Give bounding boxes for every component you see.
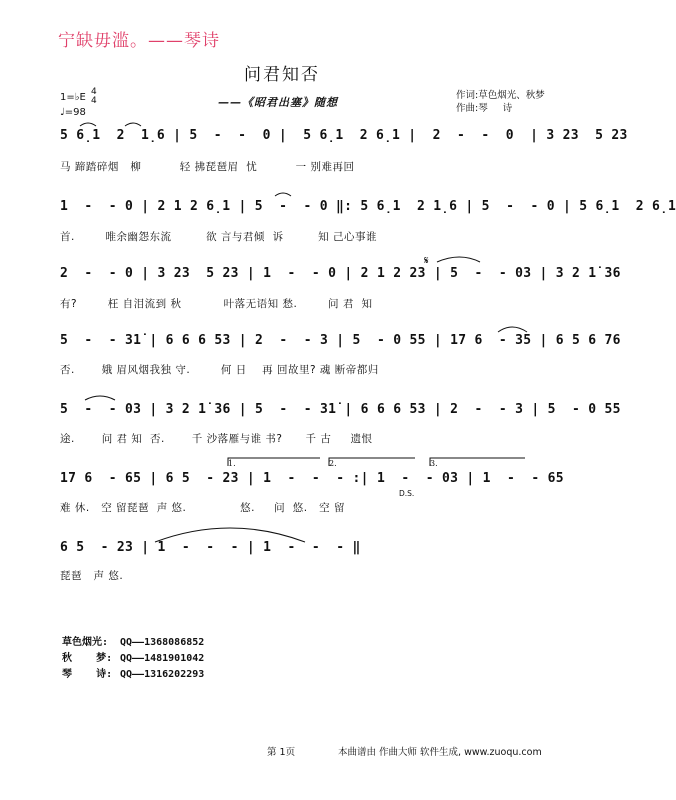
volta-bracket-3 bbox=[430, 458, 525, 466]
slur bbox=[125, 123, 141, 126]
volta-label-2: 2. bbox=[329, 459, 337, 468]
system-1-lyrics: 马 蹄踏碎烟 柳 轻 拂琵琶眉 忧 一 别难再回 bbox=[60, 161, 355, 173]
system-6-lyrics: 难 休. 空 留琵琶 声 悠. 悠. 问 悠. 空 留 bbox=[60, 502, 345, 514]
contact-qq: QQ——1368086852 bbox=[120, 637, 205, 648]
slur bbox=[80, 123, 96, 126]
contact-row bbox=[62, 667, 204, 683]
contact-row bbox=[62, 651, 204, 667]
motto-text: 宁缺毋滥。——琴诗 bbox=[58, 31, 220, 51]
segno-sign: 𝄋 bbox=[424, 254, 429, 267]
system-3-lyrics: 有? 枉 自泪流到 秋 叶落无语知 愁. 问 君 知 bbox=[60, 298, 373, 310]
tempo-mark: ♩=98 bbox=[60, 107, 86, 118]
slur bbox=[437, 257, 480, 262]
contact-row bbox=[62, 635, 204, 651]
software-credit: 本曲谱由 作曲大师 软件生成, www.zuoqu.com bbox=[338, 747, 542, 758]
song-title: 问君知否 bbox=[244, 65, 320, 85]
system-4-lyrics: 否. 娥 眉风烟我独 守. 何 日 再 回故里? 魂 断帝都归 bbox=[60, 364, 379, 376]
key-signature: 1=♭E bbox=[60, 92, 86, 103]
time-signature-top: 4 bbox=[90, 87, 97, 97]
system-7-notes: 6 5 - 23 | 1 - - - | 1 - - - ‖ bbox=[60, 540, 361, 555]
slur bbox=[498, 327, 527, 332]
lyricist-credit: 作词:草色烟光、秋梦 bbox=[456, 90, 545, 101]
system-1-notes: 5 6̣1 2 1̣6 | 5 - - 0 | 5 6̣1 2 6̣1 | 2 - - 0 | 3 23 5 23 bbox=[60, 128, 628, 143]
composer-label: 作曲: bbox=[456, 103, 479, 114]
contact-name: 琴 诗: bbox=[62, 669, 113, 680]
system-5-notes: 5 - - 03 | 3 2 1̇ 36 | 5 - - 31̇ | 6 6 6 53 | 2 - - 3 | 5 - 0 55 bbox=[60, 402, 621, 417]
slur bbox=[275, 193, 291, 196]
page-number: 第 1页 bbox=[267, 747, 296, 758]
contact-qq: QQ——1316202293 bbox=[120, 669, 205, 680]
volta-label-1: 1. bbox=[228, 459, 236, 468]
time-signature-bottom: 4 bbox=[90, 96, 97, 106]
system-7-lyrics: 琵琶 声 悠. bbox=[60, 570, 124, 582]
contact-name: 草色烟光: bbox=[62, 637, 109, 648]
volta-bracket-2 bbox=[329, 458, 415, 466]
volta-label-3: 3. bbox=[430, 459, 438, 468]
contact-name: 秋 梦: bbox=[62, 653, 113, 664]
ds-mark: D.S. bbox=[399, 489, 415, 498]
system-3-notes: 2 - - 0 | 3 23 5 23 | 1 - - 0 | 2 1 2 23 | 5 - - 03 | 3 2 1̇ 36 bbox=[60, 266, 621, 281]
system-6-notes: 17 6 - 65 | 6 5 - 23 | 1 - - - :| 1 - - 03 | 1 - - 65 bbox=[60, 471, 564, 486]
system-2-notes: 1 - - 0 | 2 1 2 6̣1 | 5 - - 0 ‖: 5 6̣1 2 1̣6 | 5 - - 0 | 5 6̣1 2 6̣1 bbox=[60, 199, 676, 214]
contacts-block bbox=[62, 635, 204, 683]
composer-name: 琴 诗 bbox=[478, 103, 513, 114]
system-5-lyrics: 途. 问 君 知 否. 千 沙落雁与谁 书? 千 古 遗恨 bbox=[60, 433, 373, 445]
system-2-lyrics: 首. 唯余幽怨东流 欲 言与君倾 诉 知 己心事谁 bbox=[60, 231, 377, 243]
slur bbox=[85, 396, 115, 400]
volta-bracket-1 bbox=[228, 458, 320, 466]
slur bbox=[155, 528, 305, 542]
contact-qq: QQ——1481901042 bbox=[120, 653, 205, 664]
system-4-notes: 5 - - 31̇ | 6 6 6 53 | 2 - - 3 | 5 - 0 55 | 17 6 - 35 | 6 5 6 76 bbox=[60, 333, 621, 348]
song-subtitle: ——《昭君出塞》随想 bbox=[218, 96, 338, 109]
